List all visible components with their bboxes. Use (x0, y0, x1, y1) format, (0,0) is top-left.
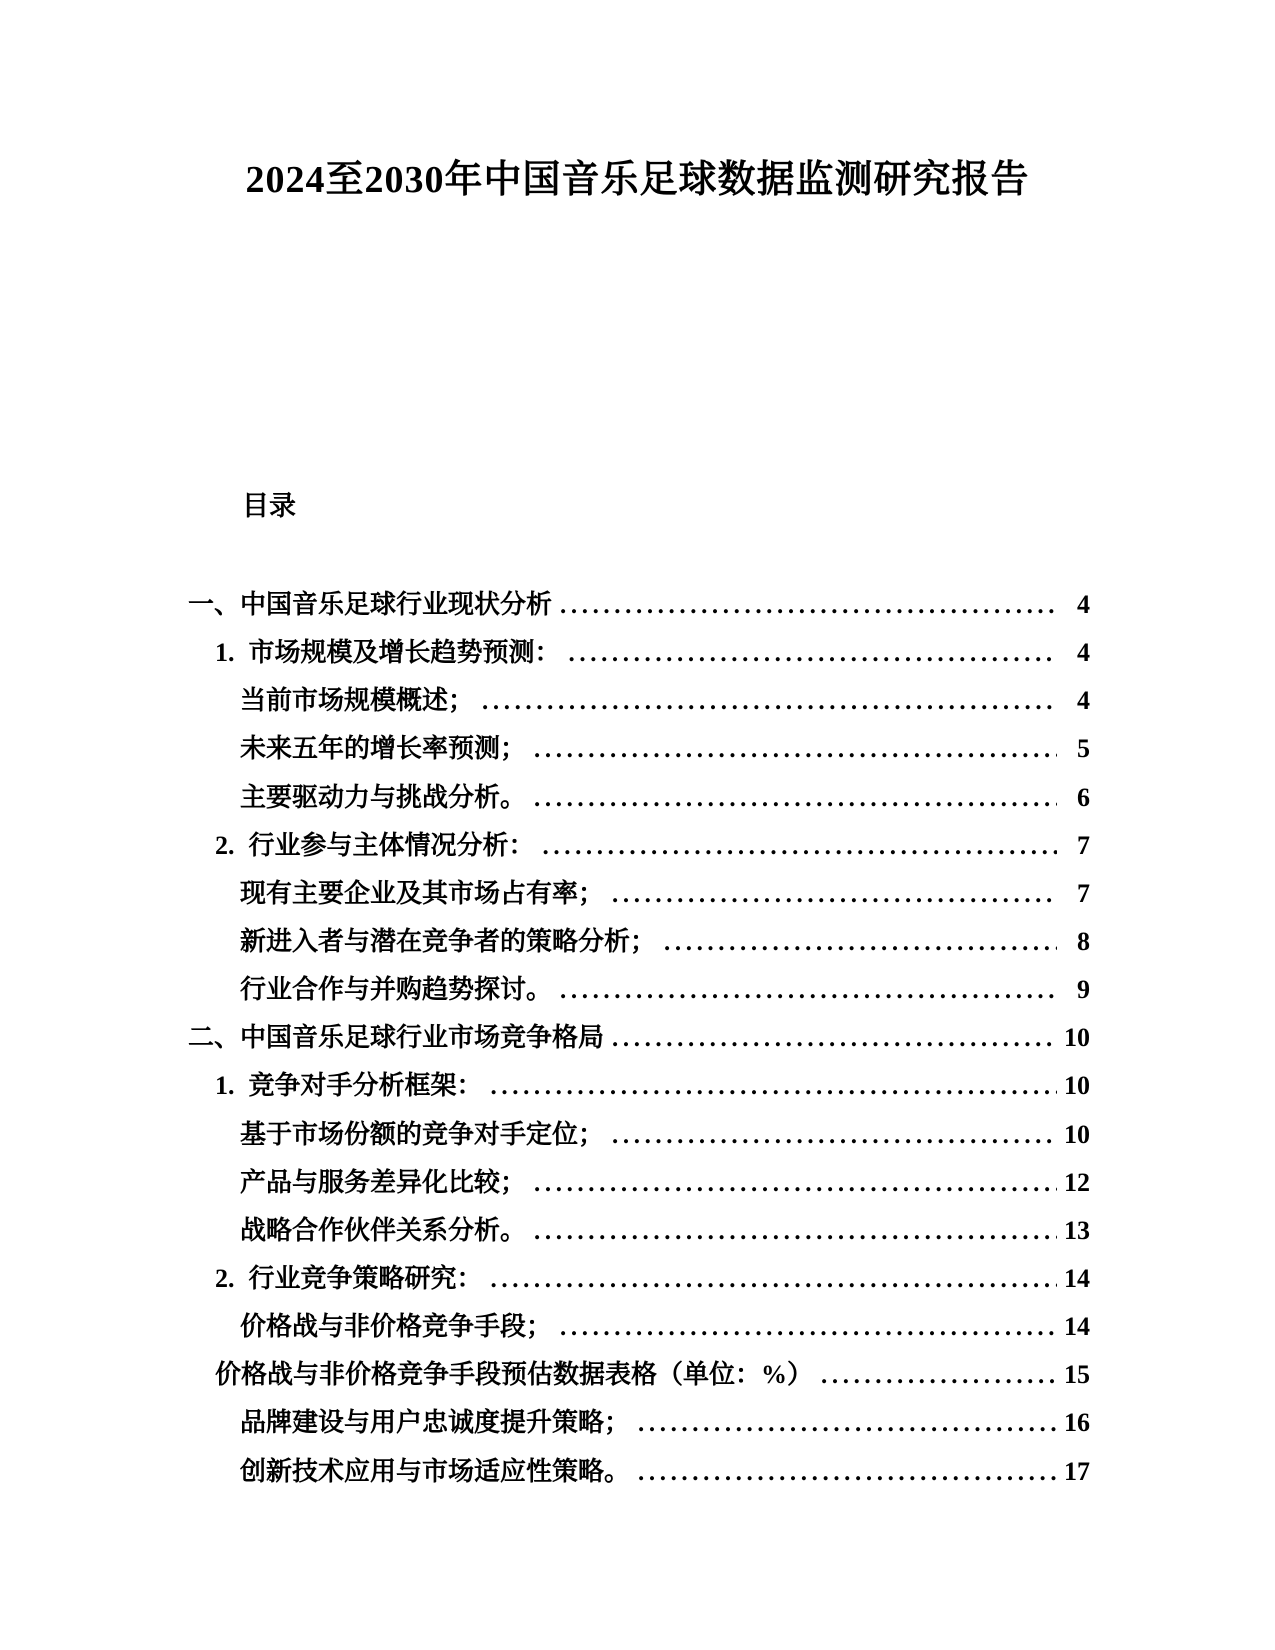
toc-leader-dots (534, 1168, 1057, 1198)
toc-entry (0, 1451, 1090, 1499)
toc-page-number: 9 (1077, 975, 1090, 1005)
toc-page-number: 5 (1077, 734, 1090, 764)
toc-page-number: 4 (1077, 590, 1090, 619)
toc-entry (0, 728, 1090, 776)
toc-page-number: 10 (1064, 1023, 1090, 1053)
toc-entry (0, 1210, 1090, 1258)
toc-leader-dots (569, 638, 1057, 668)
toc-leader-dots (491, 1071, 1057, 1101)
toc-entry-label: 产品与服务差异化比较； (240, 1167, 527, 1197)
toc-entry (0, 1017, 1090, 1065)
toc-entry-label: 市场规模及增长趋势预测： (248, 638, 561, 668)
toc-entry-label: 战略合作伙伴关系分析。 (240, 1215, 527, 1245)
toc-entry-number: 1. (215, 1071, 235, 1101)
toc-entry (0, 1402, 1090, 1450)
toc-page-number: 13 (1064, 1215, 1090, 1245)
toc-leader-dots (821, 1360, 1057, 1390)
toc-entry (0, 921, 1090, 969)
toc-leader-dots (534, 734, 1057, 764)
toc-page-number: 14 (1064, 1263, 1090, 1293)
toc-leader-dots (560, 975, 1057, 1005)
toc-entry (0, 1354, 1090, 1402)
toc-leader-dots (638, 1408, 1057, 1438)
toc-leader-dots (612, 1120, 1057, 1150)
toc-heading: 目录 (242, 491, 296, 521)
toc-leader-dots (560, 1312, 1057, 1342)
toc-page-number: 7 (1077, 830, 1090, 860)
toc-leader-dots (482, 686, 1057, 716)
toc-page-number: 15 (1064, 1360, 1090, 1390)
toc-page-number: 14 (1064, 1312, 1090, 1342)
toc-entry-label: 价格战与非价格竞争手段； (240, 1312, 553, 1342)
toc-entry-label: 品牌建设与用户忠诚度提升策略； (240, 1408, 631, 1438)
toc-entry (0, 825, 1090, 873)
toc-entry-label: 价格战与非价格竞争手段预估数据表格（单位：%） (215, 1360, 814, 1390)
toc-entry-label: 一、中国音乐足球行业现状分析 (188, 590, 553, 619)
toc-leader-dots (491, 1264, 1057, 1294)
toc-page-number: 10 (1064, 1119, 1090, 1149)
toc-leader-dots (664, 927, 1057, 957)
toc-entry (0, 1258, 1090, 1306)
toc-leader-dots (612, 879, 1057, 909)
toc-page-number: 8 (1077, 926, 1090, 956)
toc-leader-dots (638, 1457, 1057, 1487)
toc-entry-number: 2. (215, 830, 235, 860)
toc-entry (0, 777, 1090, 825)
toc-page-number: 12 (1064, 1167, 1090, 1197)
toc-page-number: 4 (1077, 638, 1090, 668)
toc-leader-dots (560, 590, 1057, 620)
toc-entry-label: 基于市场份额的竞争对手定位； (240, 1119, 605, 1149)
toc-entry-label: 创新技术应用与市场适应性策略。 (240, 1456, 631, 1486)
table-of-contents (0, 584, 1090, 1499)
toc-page-number: 4 (1077, 686, 1090, 716)
toc-entry (0, 1114, 1090, 1162)
toc-entry-label: 行业参与主体情况分析： (248, 830, 535, 860)
toc-page-number: 17 (1064, 1456, 1090, 1486)
toc-entry-number: 2. (215, 1263, 235, 1293)
toc-entry-label: 行业竞争策略研究： (248, 1263, 483, 1293)
toc-entry (0, 1065, 1090, 1113)
report-title: 2024至2030年中国音乐足球数据监测研究报告 (245, 159, 1030, 201)
toc-page-number: 6 (1077, 782, 1090, 812)
toc-entry-label: 二、中国音乐足球行业市场竞争格局 (188, 1023, 605, 1053)
toc-entry-number: 1. (215, 638, 235, 668)
toc-page-number: 16 (1064, 1408, 1090, 1438)
toc-page-number: 10 (1064, 1071, 1090, 1101)
toc-page-number: 7 (1077, 878, 1090, 908)
toc-entry-label: 新进入者与潜在竞争者的策略分析； (240, 926, 657, 956)
toc-entry-label: 行业合作与并购趋势探讨。 (240, 975, 553, 1005)
toc-entry (0, 1162, 1090, 1210)
toc-leader-dots (534, 1216, 1057, 1246)
toc-leader-dots (543, 831, 1057, 861)
toc-entry-label: 主要驱动力与挑战分析。 (240, 782, 527, 812)
toc-entry-label: 未来五年的增长率预测； (240, 734, 527, 764)
toc-entry (0, 1306, 1090, 1354)
toc-leader-dots (612, 1023, 1057, 1053)
toc-leader-dots (534, 783, 1057, 813)
toc-entry-label: 现有主要企业及其市场占有率； (240, 878, 605, 908)
toc-entry-label: 竞争对手分析框架： (248, 1071, 483, 1101)
toc-entry (0, 632, 1090, 680)
toc-entry (0, 969, 1090, 1017)
toc-entry (0, 584, 1090, 632)
toc-entry (0, 873, 1090, 921)
toc-entry (0, 680, 1090, 728)
toc-entry-label: 当前市场规模概述； (240, 686, 475, 716)
